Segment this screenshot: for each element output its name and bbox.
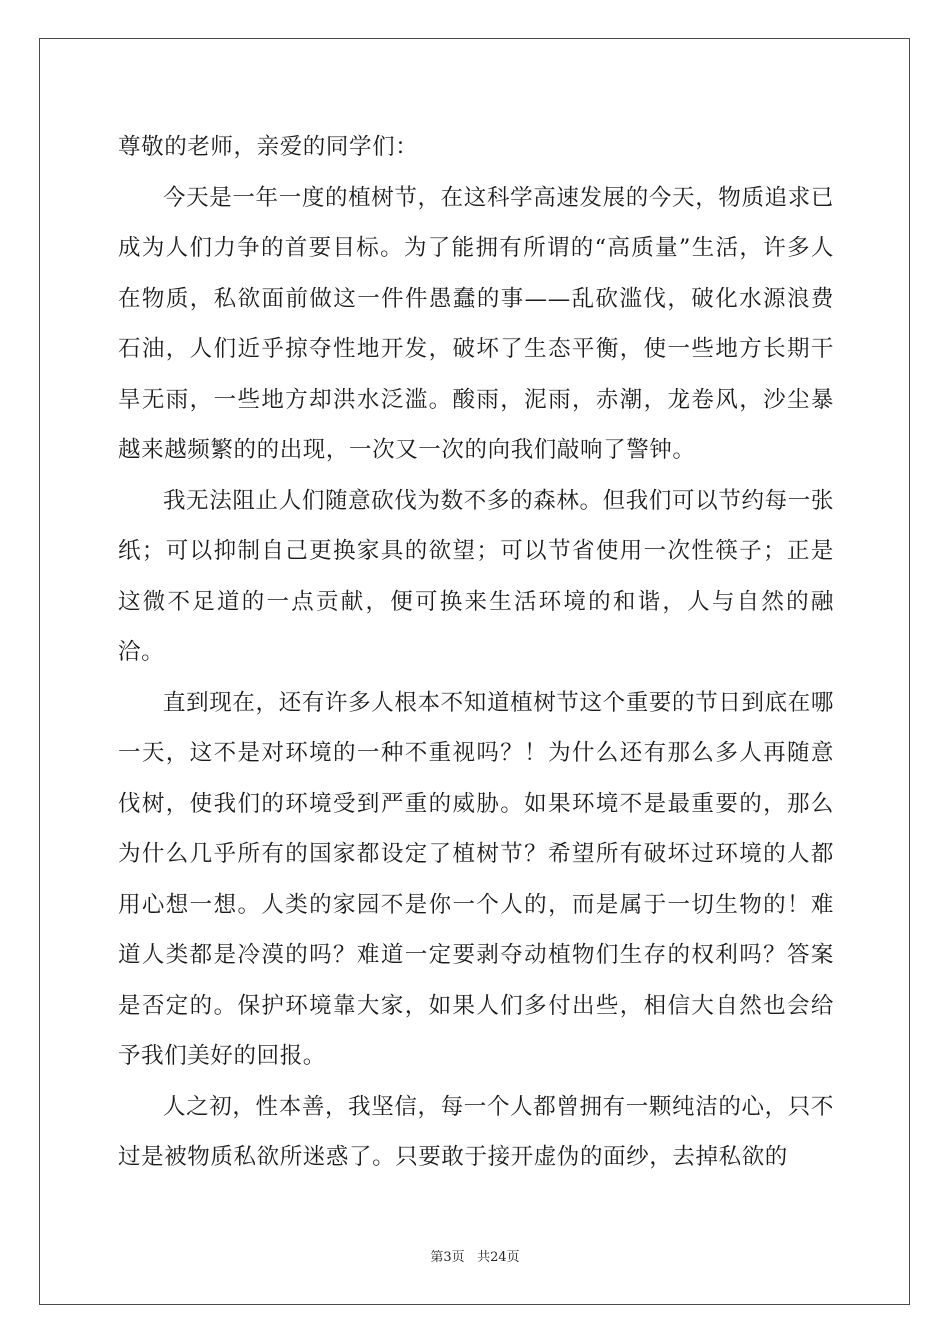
paragraph-2: 我无法阻止人们随意砍伐为数不多的森林。但我们可以节约每一张纸；可以抑制自己更换家具的欲望；可以节省使用一次性筷子；正是这微不足道的一点贡献，便可换来生活环境的和谐，人与自然的融洽。 <box>118 487 834 665</box>
document-body <box>118 122 834 1183</box>
page-number: 第3页 <box>430 1250 465 1265</box>
page-total: 共24页 <box>477 1250 520 1265</box>
paragraph-4: 人之初，性本善，我坚信，每一个人都曾拥有一颗纯洁的心，只不过是被物质私欲所迷惑了。只要敢于接开虚伪的面纱，去掉私欲的 <box>118 1093 834 1170</box>
paragraph-1: 今天是一年一度的植树节，在这科学高速发展的今天，物质追求已成为人们力争的首要目标。为了能拥有所谓的“高质量”生活，许多人在物质，私欲面前做这一件件愚蠢的事——乱砍滥伐，破化水源浪费石油，人们近乎掠夺性地开发，破坏了生态平衡，使一些地方长期干旱无雨，一些地方却洪水泛滥。酸雨，泥雨，赤潮，龙卷风，沙尘暴越来越频繁的的出现，一次又一次的向我们敲响了警钟。 <box>118 184 834 463</box>
salutation: 尊敬的老师，亲爱的同学们： <box>118 134 419 160</box>
page-footer <box>0 1246 950 1265</box>
paragraph-3: 直到现在，还有许多人根本不知道植树节这个重要的节日到底在哪一天，这不是对环境的一种不重视吗？！为什么还有那么多人再随意伐树，使我们的环境受到严重的威胁。如果环境不是最重要的，那么为什么几乎所有的国家都设定了植树节？希望所有破坏过环境的人都用心想一想。人类的家园不是你一个人的，而是属于一切生物的！难道人类都是冷漠的吗？难道一定要剥夺动植物们生存的权利吗？答案是否定的。保护环境靠大家，如果人们多付出些，相信大自然也会给予我们美好的回报。 <box>118 689 834 1069</box>
